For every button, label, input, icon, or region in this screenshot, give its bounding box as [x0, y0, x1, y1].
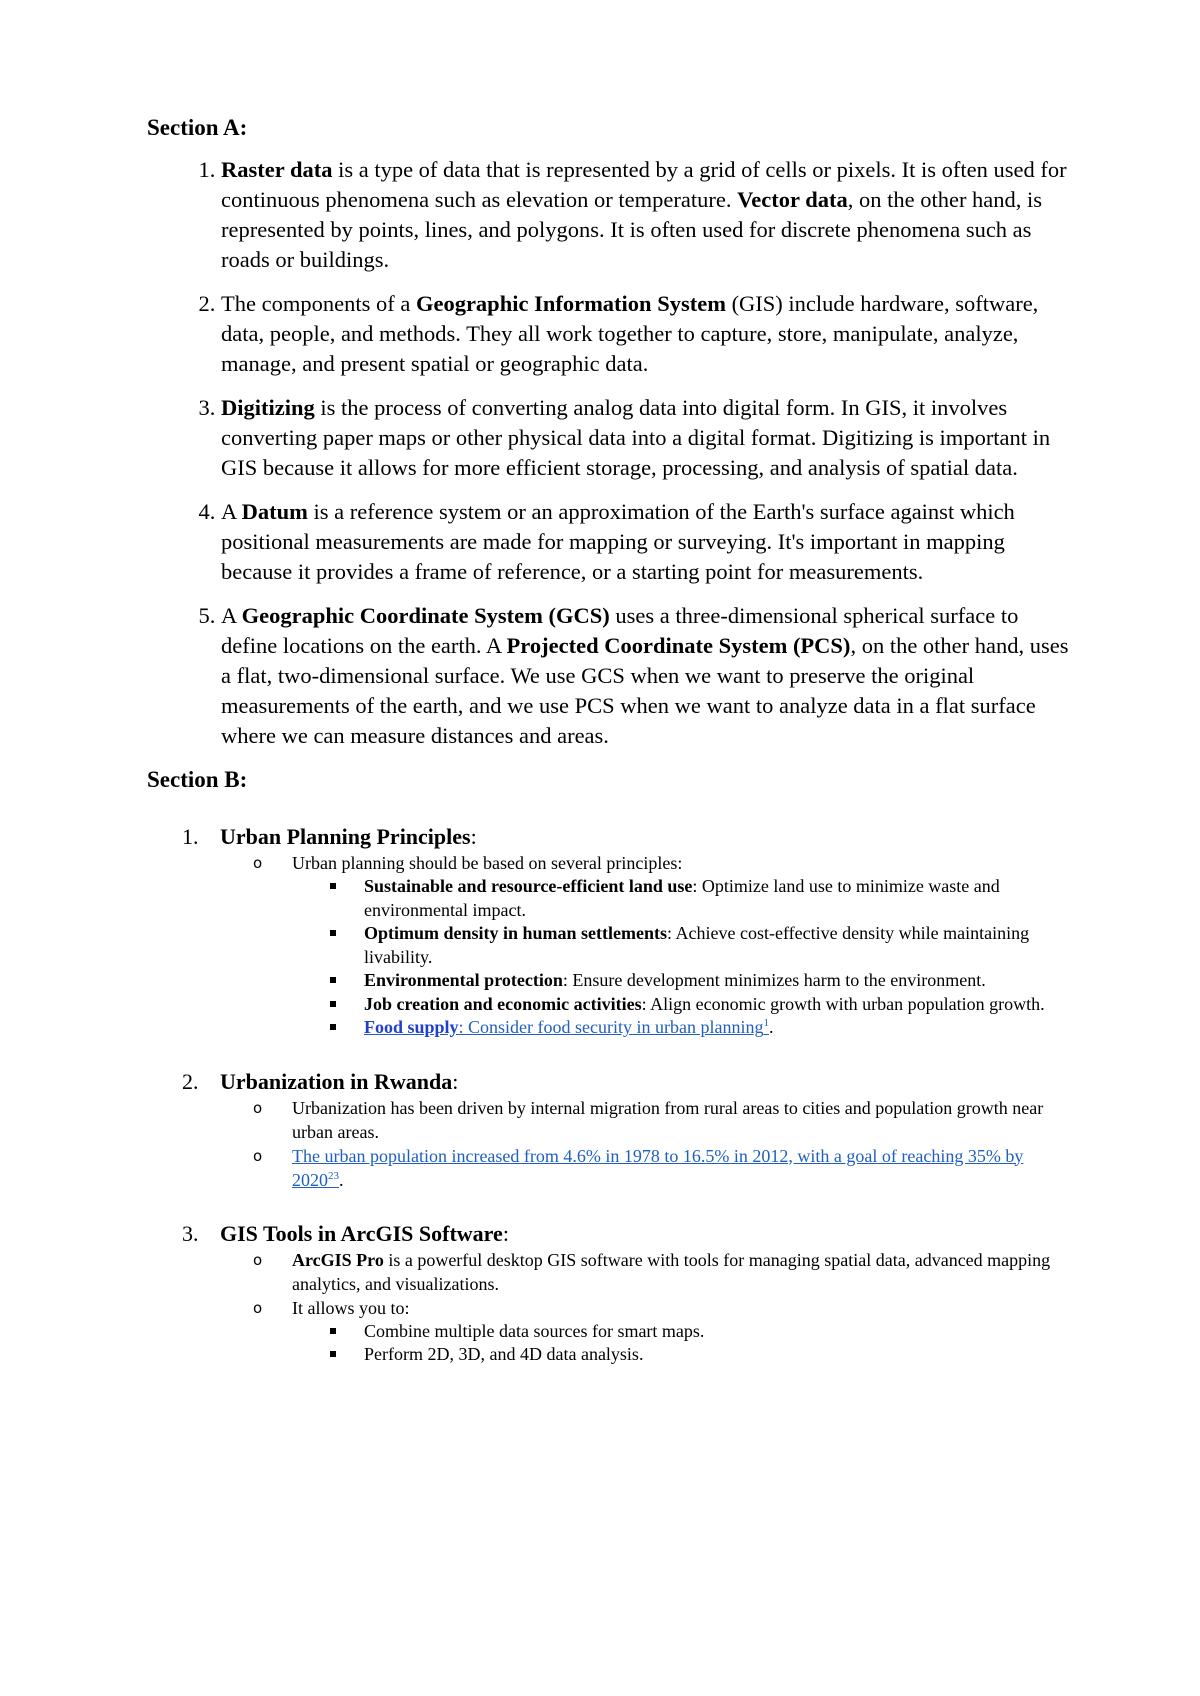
- principle-item: [364, 922, 1072, 969]
- principle-term: Optimum density in human settlements: [364, 923, 668, 943]
- section-a-item-digitizing: [221, 393, 1072, 483]
- section-a-item-coordinate-systems: [221, 601, 1072, 751]
- principles-list: [292, 875, 1072, 1040]
- item-number: 3.: [182, 1220, 199, 1246]
- term-raster-data: Raster data: [221, 157, 333, 182]
- footnote-ref: 1: [763, 1017, 769, 1029]
- ability-item: [364, 1343, 1072, 1367]
- term-datum: Datum: [241, 499, 308, 524]
- item-number: 2.: [182, 1068, 199, 1094]
- principle-text: : Consider food security in urban planning: [458, 1017, 764, 1037]
- period: .: [339, 1169, 344, 1190]
- circle-bullet-icon: o: [253, 1098, 263, 1117]
- circle-bullet-icon: o: [253, 1250, 263, 1269]
- principle-item: [364, 875, 1072, 922]
- text: , on the other hand, uses a flat, two-dimensional surface. We use GCS when we want to preserve the original measurements of the earth, and we use PCS when we want to analyze data in a flat surface where we can measure distances and areas.: [221, 633, 1069, 748]
- section-b-item-urbanization-rwanda: [147, 1068, 1072, 1192]
- list-item-text: Urban planning should be based on several principles:: [292, 853, 683, 873]
- principle-term: Job creation and economic activities: [364, 993, 642, 1014]
- principle-item-food-supply: [364, 1016, 1072, 1040]
- list-item: [253, 1296, 1072, 1320]
- term-pcs: Projected Coordinate System (PCS): [506, 633, 851, 658]
- square-bullet-icon: [330, 1351, 336, 1357]
- list-item: [253, 851, 1072, 875]
- title-colon: :: [470, 824, 477, 849]
- term-gis: Geographic Information System: [415, 291, 726, 316]
- principle-term: Food supply: [364, 1017, 459, 1037]
- square-bullet-icon: [330, 1328, 336, 1334]
- section-a-item-datum: [221, 497, 1072, 587]
- list-item-text: Urbanization has been driven by internal migration from rural areas to cities and population growth near urban areas.: [292, 1097, 1044, 1142]
- period: .: [769, 1017, 774, 1037]
- list-item: [253, 1144, 1072, 1192]
- food-supply-link[interactable]: [364, 1017, 769, 1037]
- document-content: [147, 113, 1072, 1395]
- section-a-item-raster-vector: [221, 155, 1072, 275]
- section-a-list: [147, 155, 1072, 751]
- list-item-text: [292, 1144, 1072, 1192]
- text: is a type of data that is represented by a grid of cells or pixels. It is often used for continuous phenomena such as elevation or temperature.: [221, 157, 1067, 212]
- square-bullet-icon: [330, 1001, 336, 1007]
- text: , on the other hand, is represented by points, lines, and polygons. It is often used for discrete phenomena such as roads or buildings.: [221, 187, 1043, 272]
- principle-text: : Achieve cost-effective density while maintaining livability.: [364, 923, 1030, 967]
- ability-text: Combine multiple data sources for smart maps.: [364, 1320, 705, 1341]
- circle-bullet-icon: o: [253, 1298, 263, 1317]
- square-bullet-icon: [330, 883, 336, 889]
- sub-list: [220, 1096, 1072, 1192]
- title-colon: :: [452, 1068, 459, 1094]
- section-b-item-arcgis-tools: [147, 1220, 1072, 1367]
- sub-list: [220, 851, 1072, 1040]
- square-bullet-icon: [330, 1024, 336, 1030]
- section-a-item-gis-components: [221, 289, 1072, 379]
- title-text: Urbanization in Rwanda: [220, 1068, 453, 1094]
- ability-item: [364, 1320, 1072, 1344]
- section-b-heading: Section B:: [147, 767, 248, 792]
- link-text: The urban population increased from 4.6% in 1978 to 16.5% in 2012, with a goal of reaching 35% by 2020: [292, 1145, 1024, 1190]
- item-title: [220, 823, 1072, 851]
- principle-term: Environmental protection: [364, 970, 563, 990]
- section-a-heading: Section A:: [147, 115, 248, 140]
- principle-item: [364, 993, 1072, 1017]
- text: is a powerful desktop GIS software with tools for managing spatial data, advanced mapping analytics, and visualizations.: [292, 1249, 1051, 1294]
- footnote-ref: 23: [328, 1169, 339, 1182]
- ability-text: Perform 2D, 3D, and 4D data analysis.: [364, 1344, 644, 1364]
- text: (GIS) include hardware, software, data, people, and methods. They all work together to capture, store, manipulate, analyze, manage, and present spatial or geographic data.: [221, 291, 1039, 376]
- abilities-list: [292, 1320, 1072, 1367]
- principle-item: [364, 969, 1072, 993]
- list-item: [253, 1096, 1072, 1144]
- text: is the process of converting analog data into digital form. In GIS, it involves converting paper maps or other physical data into a digital format. Digitizing is important in GIS because it allows for more efficient storage, processing, and analysis of spatial data.: [221, 395, 1051, 480]
- title-text: Urban Planning Principles: [220, 824, 471, 849]
- text: The components of a: [221, 291, 416, 316]
- section-b-item-urban-planning: [147, 823, 1072, 1040]
- circle-bullet-icon: o: [253, 854, 263, 872]
- text: A: [221, 499, 242, 524]
- principle-text: : Align economic growth with urban population growth.: [641, 993, 1045, 1014]
- list-item-text: It allows you to:: [292, 1297, 410, 1318]
- term-digitizing: Digitizing: [221, 395, 315, 420]
- term-arcgis-pro: ArcGIS Pro: [292, 1249, 384, 1270]
- list-item: [253, 1248, 1072, 1296]
- circle-bullet-icon: o: [253, 1146, 263, 1165]
- square-bullet-icon: [330, 930, 336, 936]
- item-title: [220, 1220, 1072, 1248]
- text: uses a three-dimensional spherical surface to define locations on the earth. A: [221, 603, 1019, 658]
- item-title: [220, 1068, 1072, 1096]
- title-colon: :: [502, 1220, 509, 1246]
- term-vector-data: Vector data: [737, 187, 848, 212]
- list-item-text: [292, 1248, 1072, 1296]
- sub-list: [220, 1248, 1072, 1367]
- text: A: [221, 603, 242, 628]
- principle-text: : Optimize land use to minimize waste and environmental impact.: [364, 876, 1000, 920]
- square-bullet-icon: [330, 977, 336, 983]
- principle-term: Sustainable and resource-efficient land use: [364, 876, 693, 896]
- title-text: GIS Tools in ArcGIS Software: [220, 1220, 503, 1246]
- item-number: 1.: [182, 824, 199, 849]
- principle-text: : Ensure development minimizes harm to the environment.: [562, 970, 986, 990]
- urban-population-link[interactable]: [292, 1146, 1023, 1190]
- text: is a reference system or an approximation of the Earth's surface against which positional measurements are made for mapping or surveying. It's important in mapping because it provides a frame of reference, or a starting point for measurements.: [221, 499, 1015, 584]
- term-gcs: Geographic Coordinate System (GCS): [241, 603, 610, 628]
